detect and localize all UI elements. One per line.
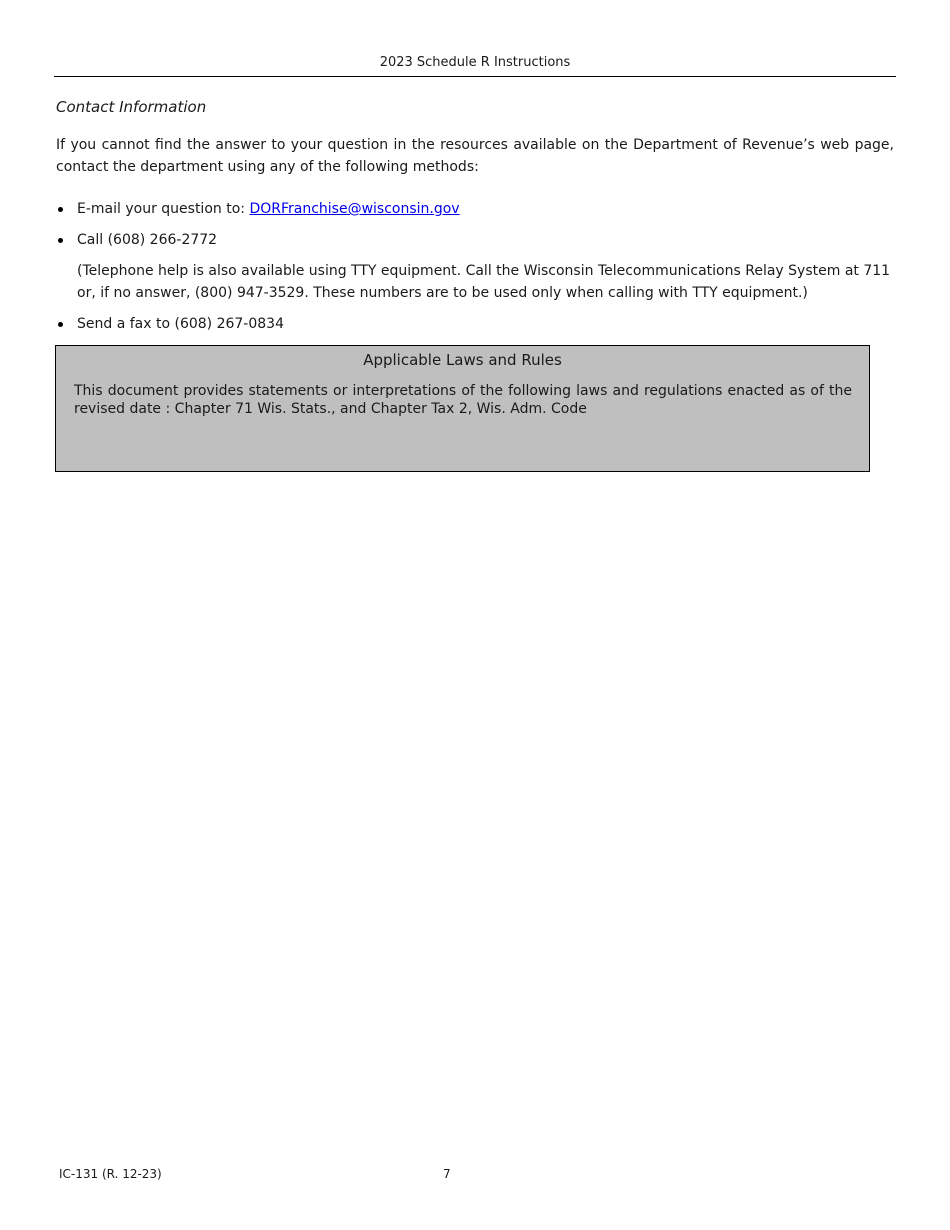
email-link[interactable]: DORFranchise@wisconsin.gov — [249, 201, 460, 217]
bullet-dot-icon — [58, 322, 63, 327]
bullet-dot-icon — [58, 238, 63, 243]
page-header — [54, 54, 896, 77]
page-header-title: 2023 Schedule R Instructions — [379, 55, 571, 70]
email-line — [77, 198, 460, 220]
laws-box-title: Applicable Laws and Rules — [363, 351, 562, 369]
section-heading-contact: Contact Information — [56, 98, 207, 116]
footer-form-number: IC-131 (R. 12-23) — [59, 1167, 162, 1181]
fax-line: Send a fax to (608) 267-0834 — [77, 316, 284, 332]
applicable-laws-box — [55, 345, 870, 472]
laws-box-text: This document provides statements or interpretations of the following laws and regulations enacted as of the revised date : Chapter 71 Wis. Stats., and Chapter Tax 2, Wis. Adm. Code — [74, 383, 852, 417]
email-prefix: E-mail your question to: — [77, 201, 250, 217]
tty-note: (Telephone help is also available using TTY equipment. Call the Wisconsin Telecommunications Relay System at 711 or, if no answer, (800) 947-3529. These numbers are to be used only when calling with TTY equipment.) — [77, 263, 891, 301]
footer-page-number: 7 — [443, 1167, 451, 1181]
bullet-dot-icon — [58, 207, 63, 212]
contact-intro-paragraph: If you cannot find the answer to your question in the resources available on the Department of Revenue’s web page, contact the department using any of the following methods: — [56, 137, 894, 175]
call-line: Call (608) 266-2772 — [77, 232, 218, 248]
